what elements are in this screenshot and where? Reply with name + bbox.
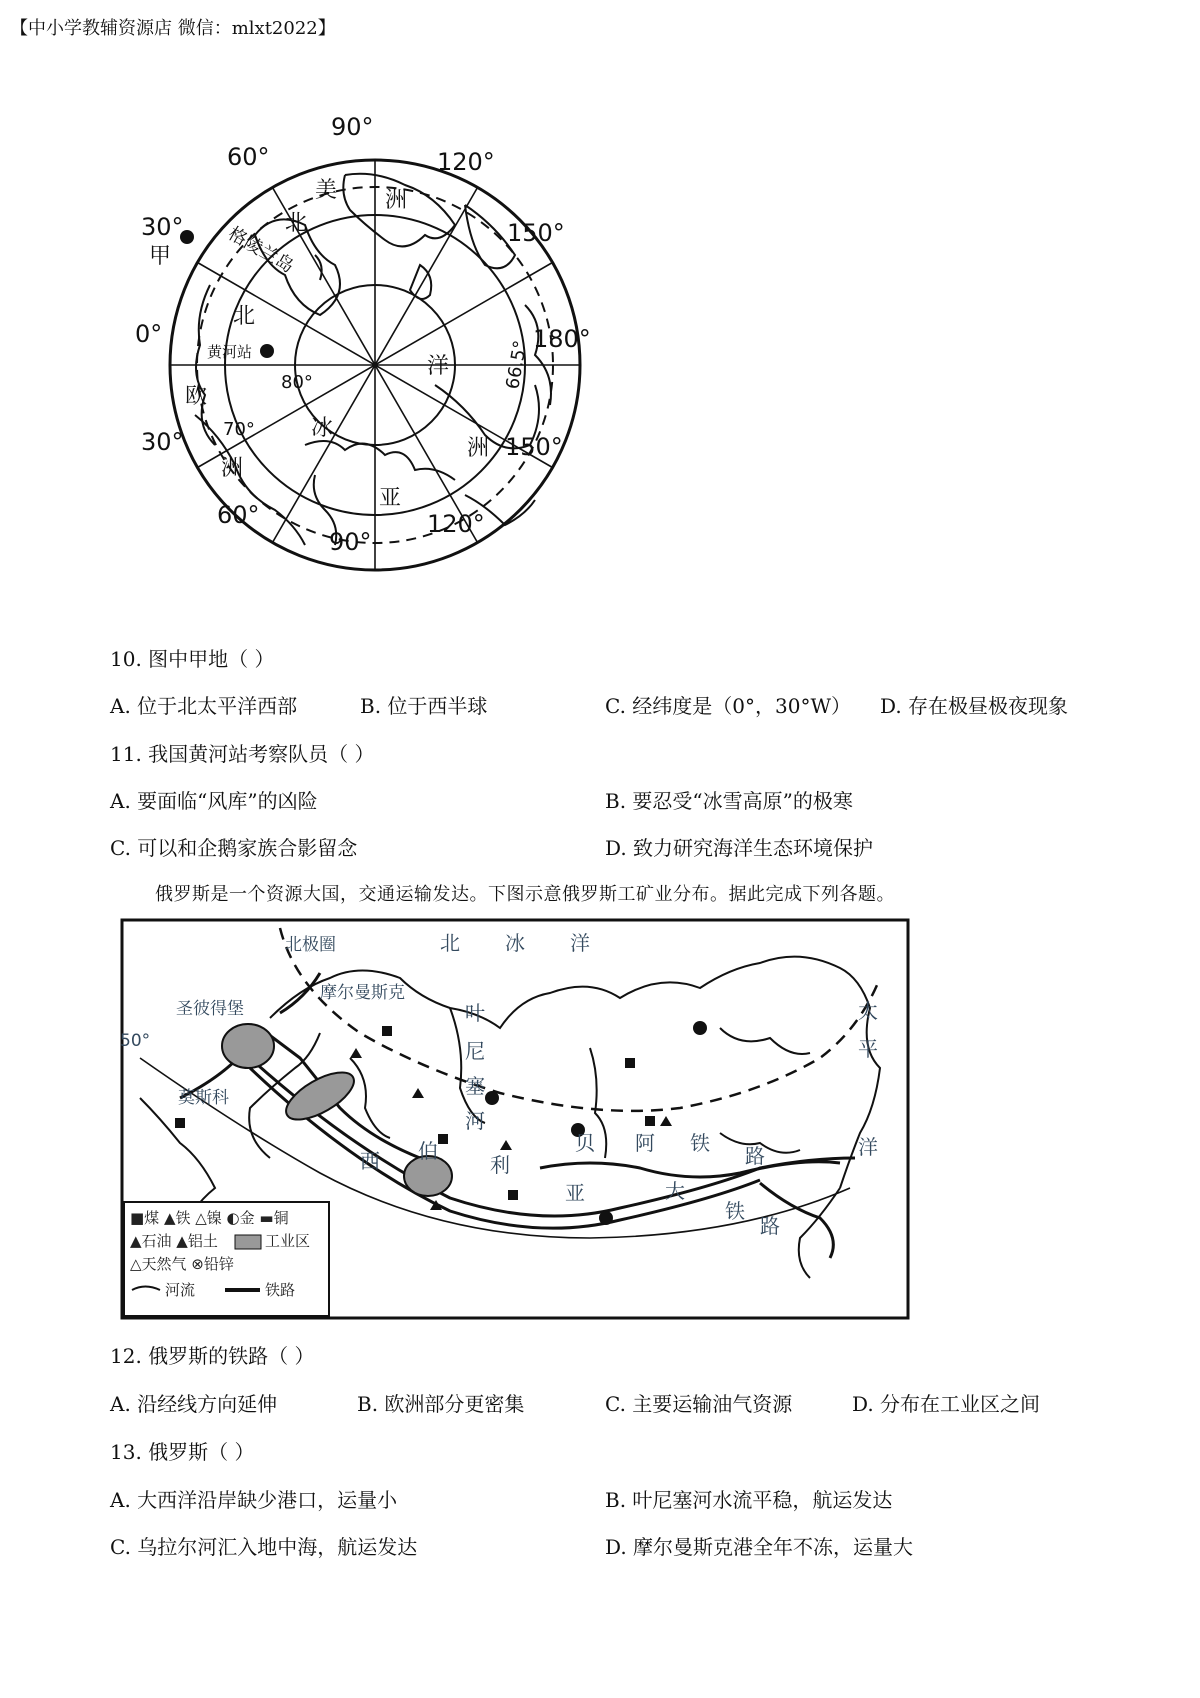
label-arctic-circle: 北极圈 <box>285 935 336 955</box>
lat-80-label: 80° <box>281 372 313 393</box>
intro-text: 俄罗斯是一个资源大国，交通运输发达。下图示意俄罗斯工矿业分布。据此完成下列各题。 <box>155 884 895 905</box>
arctic-polar-map <box>135 115 645 615</box>
label-eu-zhou: 洲 <box>221 456 244 481</box>
label-stpetersburg: 圣彼得堡 <box>176 999 244 1019</box>
label-pacific-3: 洋 <box>858 1135 878 1159</box>
label-moscow: 莫斯科 <box>178 1088 229 1108</box>
label-as-zhou: 洲 <box>467 436 490 461</box>
q11-option-b[interactable]: B. 要忍受“冰雪高原”的极寒 <box>605 789 853 813</box>
q10-option-a[interactable]: A. 位于北太平洋西部 <box>110 694 298 718</box>
q12-option-d[interactable]: D. 分布在工业区之间 <box>852 1392 1041 1416</box>
q13-option-c[interactable]: C. 乌拉尔河汇入地中海，航运发达 <box>110 1535 418 1559</box>
label-lat50: 50° <box>120 1031 151 1051</box>
label-trans-lu: 路 <box>760 1214 780 1238</box>
q10-option-b[interactable]: B. 位于西半球 <box>360 694 488 718</box>
label-yenisei-3: 塞 <box>465 1074 485 1098</box>
label-as-ya: 亚 <box>379 486 402 511</box>
q13-option-b[interactable]: B. 叶尼塞河水流平稳，航运发达 <box>605 1488 893 1512</box>
label-na-mei: 美 <box>315 178 338 203</box>
label-trans-tie: 铁 <box>725 1199 745 1223</box>
north-pole-dot <box>372 362 378 368</box>
label-yenisei-4: 河 <box>465 1109 485 1133</box>
label-ocean-yang: 洋 <box>427 354 450 379</box>
legend-river: 河流 <box>165 1281 196 1299</box>
label-jia: 甲 <box>149 244 172 269</box>
label-ocean-bei: 北 <box>233 304 256 329</box>
lon-30-ll: 30° <box>141 428 184 456</box>
lon-180: 180° <box>533 325 591 353</box>
lon-150-lr: 150° <box>505 433 563 461</box>
label-bam-2: 阿 <box>635 1131 655 1155</box>
label-yenisei-2: 尼 <box>465 1039 485 1063</box>
label-greenland: 格陵兰岛 <box>224 223 298 278</box>
q12-stem: 12. 俄罗斯的铁路（ ） <box>110 1344 315 1368</box>
label-siberia-3: 利 <box>490 1153 510 1177</box>
lon-0: 0° <box>135 320 163 348</box>
lon-120-lr: 120° <box>427 510 485 538</box>
label-na-zhou: 洲 <box>385 188 408 213</box>
label-ocean-bing: 冰 <box>505 931 525 955</box>
label-bam-3: 铁 <box>690 1131 710 1155</box>
label-siberia-4: 亚 <box>565 1181 585 1205</box>
legend-row3: △天然气 ⊗铅锌 <box>130 1255 234 1273</box>
lon-90-bottom: 90° <box>329 528 372 556</box>
label-ocean-bing: 冰 <box>311 416 334 441</box>
legend-railway: 铁路 <box>265 1281 296 1299</box>
q13-stem: 13. 俄罗斯（ ） <box>110 1440 255 1464</box>
lon-30-l: 30° <box>141 213 184 241</box>
label-bam-4: 路 <box>745 1144 765 1168</box>
label-pacific-2: 平 <box>858 1037 878 1061</box>
lon-90-top: 90° <box>331 115 374 141</box>
lat-70-label: 70° <box>223 419 255 440</box>
q12-option-b[interactable]: B. 欧洲部分更密集 <box>357 1392 525 1416</box>
q12-option-c[interactable]: C. 主要运输油气资源 <box>605 1392 793 1416</box>
lat-665-label: 66.5° <box>502 338 532 391</box>
label-trans-da: 大 <box>665 1179 685 1203</box>
q13-option-a[interactable]: A. 大西洋沿岸缺少港口，运量小 <box>110 1488 398 1512</box>
russia-mining-map <box>120 918 910 1320</box>
huanghe-station-dot <box>260 344 274 358</box>
label-na-bei: 北 <box>285 211 308 236</box>
q11-option-c[interactable]: C. 可以和企鹅家族合影留念 <box>110 836 358 860</box>
label-ocean-yang: 洋 <box>570 931 590 955</box>
legend-row2a: ▲石油 ▲铝土 <box>130 1232 218 1250</box>
page-header: 【中小学教辅资源店 微信：mlxt2022】 <box>10 18 336 39</box>
legend-row2b: 工业区 <box>265 1232 311 1250</box>
label-huanghe: 黄河站 <box>207 343 253 361</box>
legend-row1: ■煤 ▲铁 △镍 ◐金 ▬铜 <box>130 1209 289 1227</box>
q12-option-a[interactable]: A. 沿经线方向延伸 <box>110 1392 278 1416</box>
lon-150-ur: 150° <box>507 219 565 247</box>
q10-option-d[interactable]: D. 存在极昼极夜现象 <box>880 694 1069 718</box>
q11-stem: 11. 我国黄河站考察队员（ ） <box>110 742 375 766</box>
label-siberia-2: 伯 <box>418 1139 438 1163</box>
label-murmansk: 摩尔曼斯克 <box>320 983 405 1003</box>
lon-60-ul: 60° <box>227 143 270 171</box>
label-pacific-1: 太 <box>858 999 878 1023</box>
q11-option-a[interactable]: A. 要面临“风库”的凶险 <box>110 789 318 813</box>
lon-120-ur: 120° <box>437 148 495 176</box>
lon-60-ll: 60° <box>217 501 260 529</box>
label-ocean-bei: 北 <box>440 931 460 955</box>
q11-option-d[interactable]: D. 致力研究海洋生态环境保护 <box>605 836 874 860</box>
q10-option-c[interactable]: C. 经纬度是（0°，30°W） <box>605 694 852 718</box>
label-siberia-1: 西 <box>360 1149 380 1173</box>
label-yenisei-1: 叶 <box>465 1001 485 1025</box>
label-bam-1: 贝 <box>575 1131 595 1155</box>
q10-stem: 10. 图中甲地（ ） <box>110 647 275 671</box>
label-eu-ou: 欧 <box>185 384 208 409</box>
q13-option-d[interactable]: D. 摩尔曼斯克港全年不冻，运量大 <box>605 1535 914 1559</box>
